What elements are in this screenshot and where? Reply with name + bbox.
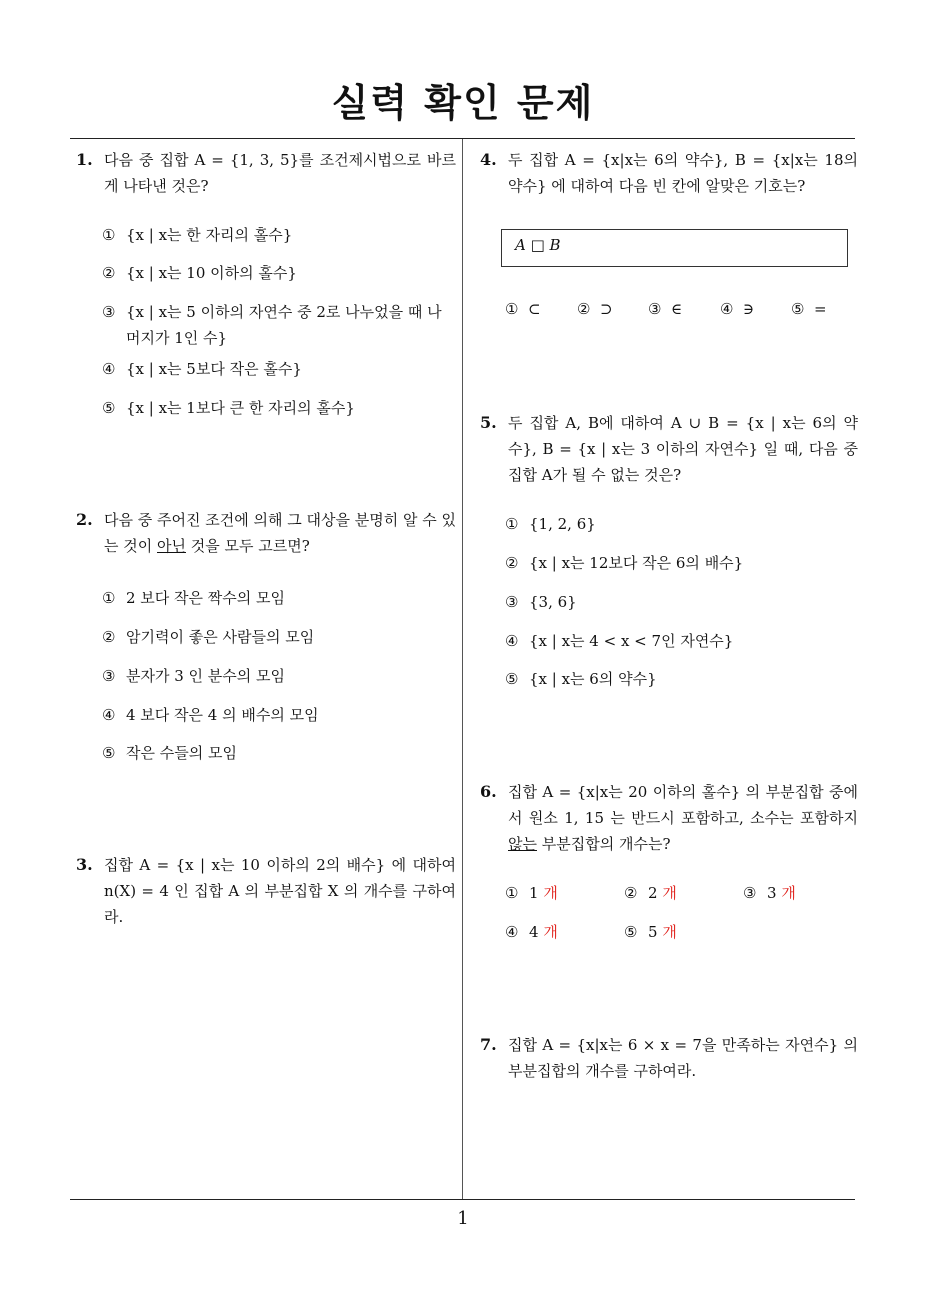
choice-5[interactable]: ⑤ 작은 수들의 모임 <box>102 744 237 762</box>
choice-3[interactable]: ③ {x | x는 5 이하의 자연수 중 2로 나누었을 때 나머지가 1인 수} <box>102 303 442 347</box>
question-1 <box>76 147 456 199</box>
choice-2[interactable]: ② 2 개 <box>624 884 677 902</box>
choice-2[interactable]: ② {x | x는 10 이하의 홀수} <box>102 264 297 282</box>
question-text: 집합 A = {x|x는 20 이하의 홀수} 의 부분집합 중에서 원소 1, 15 는 반드시 포함하고, 소수는 포함하지 않는 부분집합의 개수는? <box>508 783 858 853</box>
choice-1[interactable]: ① {x | x는 한 자리의 홀수} <box>102 226 293 244</box>
choice-3[interactable]: ③ 3 개 <box>743 884 796 902</box>
box-expression: A □ B <box>515 236 561 254</box>
choice-4[interactable]: ④ {x | x는 5보다 작은 홀수} <box>102 360 302 378</box>
choice-2[interactable]: ② {x | x는 12보다 작은 6의 배수} <box>505 554 744 572</box>
choice-5[interactable]: ⑤ 5 개 <box>624 923 677 941</box>
choice-4[interactable]: ④ {x | x는 4 < x < 7인 자연수} <box>505 632 734 650</box>
page-number: 1 <box>457 1208 469 1229</box>
choice-4[interactable]: ④ 4 보다 작은 4 의 배수의 모임 <box>102 706 319 724</box>
question-3 <box>76 852 456 930</box>
question-text: 집합 A = {x | x는 10 이하의 2의 배수} 에 대하여 n(X) = 4 인 집합 A 의 부분집합 X 의 개수를 구하여라. <box>104 856 456 926</box>
question-number: 4. <box>480 150 497 169</box>
question-text: 다음 중 집합 A = {1, 3, 5}를 조건제시법으로 바르게 나타낸 것은? <box>104 151 456 195</box>
choice-2[interactable]: ② ⊃ <box>577 300 613 318</box>
question-text: 집합 A = {x|x는 6 × x = 7을 만족하는 자연수} 의 부분집합의 개수를 구하여라. <box>508 1036 858 1080</box>
choice-4[interactable]: ④ 4 개 <box>505 923 558 941</box>
question-6 <box>480 779 858 857</box>
choice-1[interactable]: ① 2 보다 작은 짝수의 모임 <box>102 589 286 607</box>
choice-3[interactable]: ③ {3, 6} <box>505 593 577 611</box>
choice-3[interactable]: ③ ∈ <box>648 300 683 318</box>
choice-3[interactable]: ③ 분자가 3 인 분수의 모임 <box>102 667 286 685</box>
question-text: 두 집합 A = {x|x는 6의 약수}, B = {x|x는 18의 약수} 에 대하여 다음 빈 칸에 알맞은 기호는? <box>508 151 858 195</box>
question-5 <box>480 410 858 488</box>
choices-row <box>505 300 855 326</box>
question-number: 7. <box>480 1035 497 1054</box>
question-number: 5. <box>480 413 497 432</box>
question-7 <box>480 1032 858 1084</box>
column-divider <box>462 139 463 1200</box>
question-number: 3. <box>76 855 93 874</box>
question-number: 1. <box>76 150 93 169</box>
choice-1[interactable]: ① 1 개 <box>505 884 558 902</box>
question-text: 두 집합 A, B에 대하여 A ∪ B = {x | x는 6의 약수}, B = {x | x는 3 이하의 자연수} 일 때, 다음 중 집합 A가 될 수 없는 것은? <box>508 414 858 484</box>
choice-2[interactable]: ② 암기력이 좋은 사람들의 모임 <box>102 628 315 646</box>
choice-5[interactable]: ⑤ {x | x는 1보다 큰 한 자리의 홀수} <box>102 399 355 417</box>
choice-5[interactable]: ⑤ {x | x는 6의 약수} <box>505 670 657 688</box>
page-title: 실력 확인 문제 <box>331 81 595 125</box>
choice-5[interactable]: ⑤ = <box>791 300 827 318</box>
choice-1[interactable]: ① {1, 2, 6} <box>505 515 596 533</box>
question-4 <box>480 147 858 199</box>
blank-box <box>501 229 848 267</box>
bottom-rule <box>70 1199 855 1200</box>
question-2 <box>76 507 456 559</box>
underlined-word: 않는 <box>508 835 537 853</box>
question-number: 2. <box>76 510 93 529</box>
choice-4[interactable]: ④ ∋ <box>720 300 755 318</box>
choice-1[interactable]: ① ⊂ <box>505 300 541 318</box>
question-number: 6. <box>480 782 497 801</box>
question-text: 다음 중 주어진 조건에 의해 그 대상을 분명히 알 수 있는 것이 아닌 것을 모두 고르면? <box>104 511 456 555</box>
underlined-word: 아닌 <box>157 537 186 555</box>
